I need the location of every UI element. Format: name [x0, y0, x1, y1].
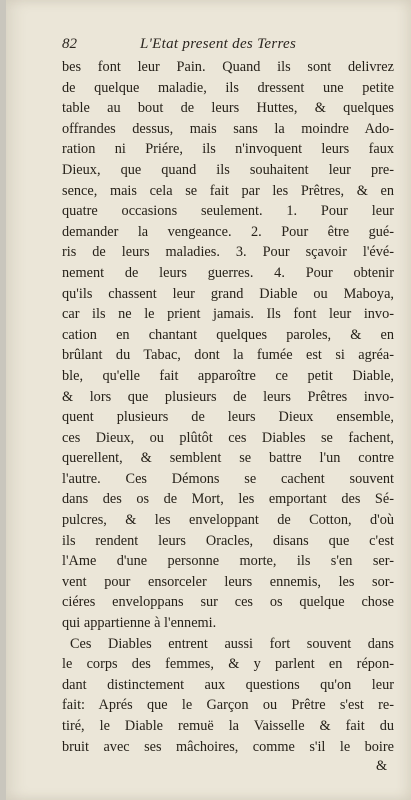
text-line: quent plusieurs de leurs Dieux ensemble, — [62, 409, 394, 426]
text-line: ble, qu'elle fait apparoître ce petit Diable, — [62, 367, 394, 384]
text-line: de quelque maladie, ils dressent une petite — [62, 79, 394, 96]
text-line: le corps des femmes, & y parlent en répon- — [62, 656, 394, 673]
text-line: dans des os de Mort, les emportant des Sé- — [62, 491, 394, 508]
text-line: dant distinctement aux questions qu'on leur — [62, 676, 394, 693]
text-line: table au bout de leurs Huttes, & quelques — [62, 100, 394, 117]
text-line: ciéres enveloppans sur ces os quelque chose — [62, 594, 394, 611]
text-line: sence, mais cela se fait par les Prêtres, & en — [62, 182, 394, 199]
text-line: quatre occasions seulement. 1. Pour leur — [62, 203, 394, 220]
book-page — [6, 0, 411, 800]
body-text — [62, 57, 394, 757]
page-header — [62, 36, 362, 56]
text-line: qu'ils chassent leur grand Diable ou Maboya, — [62, 285, 394, 302]
text-line: Ces Diables entrent aussi fort souvent dans — [70, 635, 394, 652]
text-line: bes font leur Pain. Quand ils sont delivrez — [62, 59, 394, 75]
text-line: fait: Aprés que le Garçon ou Prêtre s'est re- — [62, 697, 394, 714]
text-line: demander la vengeance. 2. Pour être gué- — [62, 223, 394, 240]
text-line: querellent, & semblent se battre l'un contre — [62, 450, 394, 467]
text-line: ils rendent leurs Oracles, disans que c'est — [62, 532, 394, 549]
text-line: l'Ame d'une personne morte, ils s'en ser- — [62, 553, 394, 570]
text-line: cation en chantant quelques paroles, & en — [62, 326, 394, 343]
text-line: pulcres, & les enveloppant de Cotton, d'où — [62, 512, 394, 529]
text-line: nement de leurs guerres. 4. Pour obtenir — [62, 264, 394, 281]
text-line: car ils ne le prient jamais. Ils font leur invo- — [62, 306, 394, 323]
text-line: & lors que plusieurs de leurs Prêtres invo- — [62, 388, 394, 405]
text-line: bruit avec ses mâchoires, comme s'il le boire — [62, 738, 394, 755]
page-number: 82 — [62, 36, 77, 52]
text-line: brûlant du Tabac, dont la fumée est si agréa- — [62, 347, 394, 364]
text-line: ration ni Priére, ils n'invoquent leurs faux — [62, 141, 394, 158]
text-line: l'autre. Ces Démons se cachent souvent — [62, 470, 394, 487]
text-line: tiré, le Diable remuë la Vaisselle & fait du — [62, 718, 394, 734]
text-line: qui appartienne à l'ennemi. — [62, 615, 217, 632]
text-line: Dieux, que quand ils souhaitent leur pre- — [62, 161, 394, 178]
text-line: vent pour ensorceler leurs ennemis, les sor- — [62, 573, 394, 590]
text-line: offrandes dessus, mais sans la moindre Ado- — [62, 120, 394, 137]
text-line: ces Dieux, ou plûtôt ces Diables se fachent, — [62, 429, 394, 446]
catchword: & — [376, 758, 388, 774]
running-title: L'Etat present des Terres — [140, 36, 297, 52]
text-line: ris de leurs maladies. 3. Pour sçavoir l'évé- — [62, 244, 394, 261]
